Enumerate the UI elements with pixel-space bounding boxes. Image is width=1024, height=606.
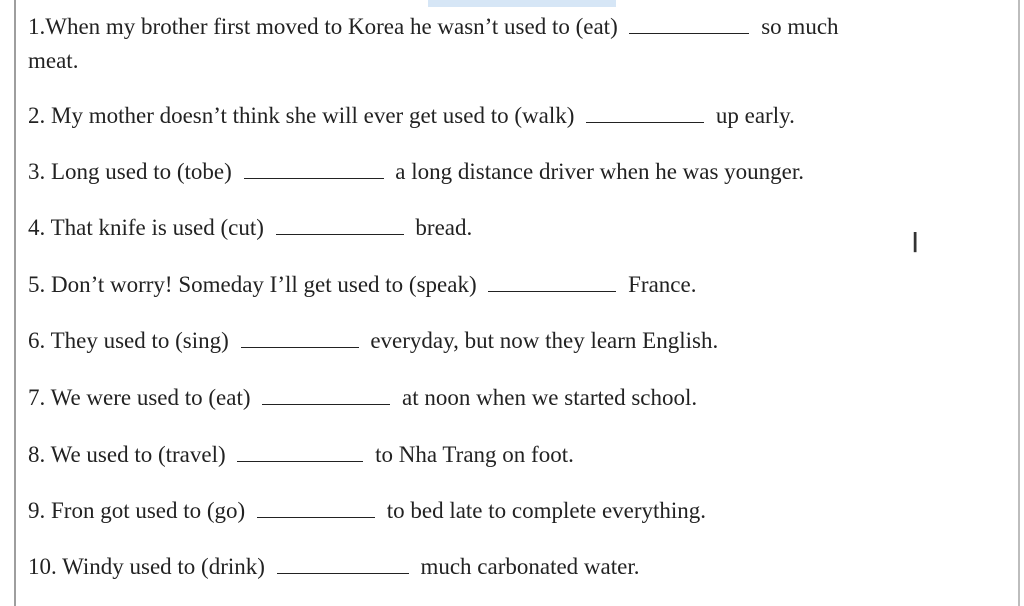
item-text-after: bread. (415, 215, 473, 240)
item-text-after: France. (628, 272, 697, 297)
item-text-before: 1.When my brother first moved to Korea he wasn’t used to (eat) (28, 14, 618, 39)
exercise-item-2 (28, 101, 795, 131)
answer-blank[interactable] (277, 553, 409, 574)
item-text-after: much carbonated water. (420, 554, 640, 579)
answer-blank[interactable] (241, 327, 359, 348)
answer-blank[interactable] (244, 158, 384, 179)
exercise-item-8 (28, 440, 574, 470)
answer-blank[interactable] (276, 214, 404, 235)
item-text-after: everyday, but now they learn English. (370, 328, 719, 353)
item-text-before: 4. That knife is used (cut) (28, 215, 264, 240)
answer-blank[interactable] (262, 384, 390, 405)
answer-blank[interactable] (237, 441, 363, 462)
item-text-after: up early. (715, 103, 795, 128)
exercise-item-1 (28, 12, 839, 42)
item-text-after: so much (761, 14, 839, 39)
item-text-before: 3. Long used to (tobe) (28, 159, 232, 184)
exercise-item-4 (28, 213, 472, 243)
text-cursor-icon: I (911, 226, 920, 259)
exercise-item-9 (28, 496, 706, 526)
item-text-before: 8. We used to (travel) (28, 442, 226, 467)
answer-blank[interactable] (257, 497, 375, 518)
item-text-before: 2. My mother doesn’t think she will ever get used to (walk) (28, 103, 575, 128)
answer-blank[interactable] (629, 13, 749, 34)
exercise-item-1-continuation (28, 46, 78, 76)
page-border-right (1018, 0, 1020, 606)
item-text-continuation: meat. (28, 48, 79, 73)
item-text-before: 7. We were used to (eat) (28, 385, 251, 410)
selection-highlight-bar (428, 0, 616, 7)
item-text-after: to Nha Trang on foot. (375, 442, 574, 467)
item-text-before: 6. They used to (sing) (28, 328, 229, 353)
answer-blank[interactable] (488, 271, 616, 292)
item-text-before: 10. Windy used to (drink) (28, 554, 265, 579)
item-text-after: to bed late to complete everything. (386, 498, 707, 523)
answer-blank[interactable] (586, 102, 704, 123)
item-text-after: a long distance driver when he was younger. (395, 159, 805, 184)
exercise-item-3 (28, 157, 804, 187)
exercise-item-7 (28, 383, 697, 413)
page-border-left (14, 0, 16, 606)
item-text-after: at noon when we started school. (402, 385, 698, 410)
exercise-item-6 (28, 326, 718, 356)
item-text-before: 5. Don’t worry! Someday I’ll get used to (speak) (28, 272, 477, 297)
item-text-before: 9. Fron got used to (go) (28, 498, 246, 523)
exercise-item-5 (28, 270, 696, 300)
exercise-item-10 (28, 552, 639, 582)
